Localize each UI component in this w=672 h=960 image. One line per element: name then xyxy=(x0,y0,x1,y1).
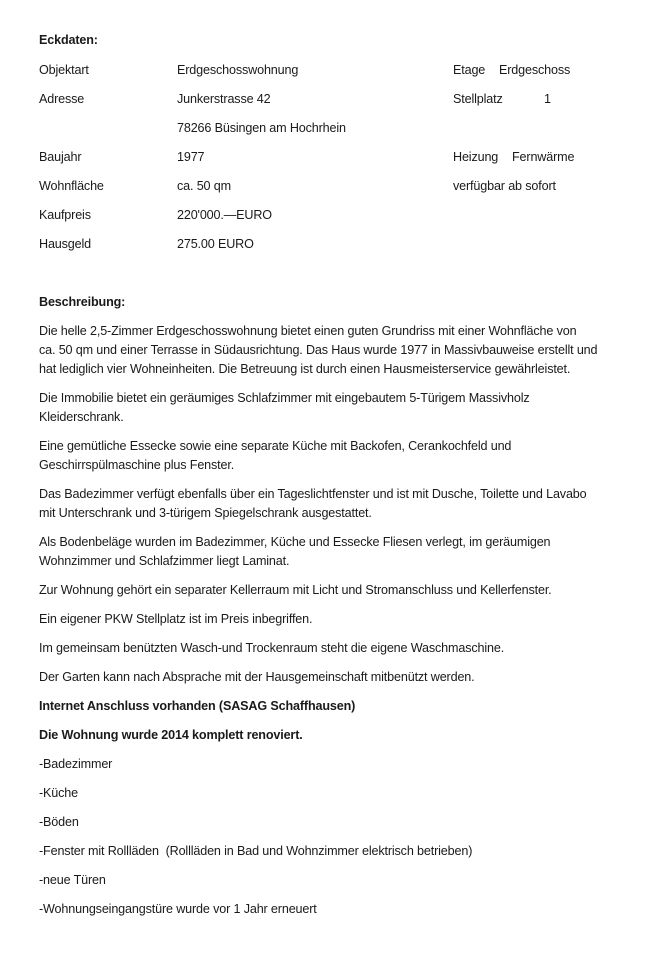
value-objektart: Erdgeschosswohnung xyxy=(177,63,299,77)
text-line: Als Bodenbeläge wurden im Badezimmer, Küche und Essecke Fliesen verlegt, im geräumigen xyxy=(39,535,551,549)
text-line: Der Garten kann nach Absprache mit der Hausgemeinschaft mitbenützt werden. xyxy=(39,670,475,684)
text-line: Kleiderschrank. xyxy=(39,410,124,424)
paragraph xyxy=(39,322,659,379)
label-stellplatz: Stellplatz xyxy=(453,92,503,106)
value-wohnflaeche: ca. 50 qm xyxy=(177,179,231,193)
renovation-note: Die Wohnung wurde 2014 komplett renoviert. xyxy=(39,728,303,742)
value-stellplatz: 1 xyxy=(544,92,551,106)
renovation-item: -Küche xyxy=(39,786,79,800)
paragraph xyxy=(39,533,659,571)
label-heizung: Heizung xyxy=(453,150,499,164)
label-objektart: Objektart xyxy=(39,63,89,77)
beschreibung-heading: Beschreibung: xyxy=(39,295,126,309)
label-baujahr: Baujahr xyxy=(39,150,82,164)
eckdaten-heading: Eckdaten: xyxy=(39,33,98,47)
label-kaufpreis: Kaufpreis xyxy=(39,208,91,222)
paragraph xyxy=(39,389,659,427)
text-line: Die Immobilie bietet ein geräumiges Schlafzimmer mit eingebautem 5-Türigem Massivholz xyxy=(39,391,530,405)
renovation-item: -neue Türen xyxy=(39,873,106,887)
value-etage: Erdgeschoss xyxy=(499,63,571,77)
text-line: Ein eigener PKW Stellplatz ist im Preis inbegriffen. xyxy=(39,612,313,626)
paragraph xyxy=(39,485,659,523)
label-adresse: Adresse xyxy=(39,92,85,106)
verfuegbarkeit: verfügbar ab sofort xyxy=(453,179,556,193)
paragraph xyxy=(39,437,659,475)
renovation-item: -Badezimmer xyxy=(39,757,113,771)
value-kaufpreis: 220'000.—EURO xyxy=(177,208,272,222)
text-line: Eine gemütliche Essecke sowie eine separate Küche mit Backofen, Cerankochfeld und xyxy=(39,439,512,453)
text-line: ca. 50 qm und einer Terrasse in Südausrichtung. Das Haus wurde 1977 in Massivbauweise erstellt und xyxy=(39,343,598,357)
text-line: Im gemeinsam benützten Wasch-und Trockenraum steht die eigene Waschmaschine. xyxy=(39,641,505,655)
renovation-item: -Wohnungseingangstüre wurde vor 1 Jahr erneuert xyxy=(39,902,317,916)
text-line: hat lediglich vier Wohneinheiten. Die Betreuung ist durch einen Hausmeisterservice gewährleistet. xyxy=(39,362,571,376)
text-line: Zur Wohnung gehört ein separater Kellerraum mit Licht und Stromanschluss und Kellerfenster. xyxy=(39,583,552,597)
renovation-item: -Böden xyxy=(39,815,79,829)
value-adresse-ort: 78266 Büsingen am Hochrhein xyxy=(177,121,346,135)
value-baujahr: 1977 xyxy=(177,150,205,164)
value-heizung: Fernwärme xyxy=(512,150,575,164)
description-body xyxy=(39,322,659,924)
label-hausgeld: Hausgeld xyxy=(39,237,92,251)
text-line: mit Unterschrank und 3-türigem Spiegelschrank ausgestattet. xyxy=(39,506,372,520)
text-line: Geschirrspülmaschine plus Fenster. xyxy=(39,458,235,472)
renovation-item: -Fenster mit Rollläden (Rollläden in Bad und Wohnzimmer elektrisch betrieben) xyxy=(39,844,473,858)
label-etage: Etage xyxy=(453,63,486,77)
text-line: Das Badezimmer verfügt ebenfalls über ein Tageslichtfenster und ist mit Dusche, Toilette und Lavabo xyxy=(39,487,587,501)
label-wohnflaeche: Wohnfläche xyxy=(39,179,104,193)
value-adresse: Junkerstrasse 42 xyxy=(177,92,271,106)
text-line: Wohnzimmer und Schlafzimmer liegt Laminat. xyxy=(39,554,290,568)
internet-note: Internet Anschluss vorhanden (SASAG Schaffhausen) xyxy=(39,699,356,713)
value-hausgeld: 275.00 EURO xyxy=(177,237,254,251)
text-line: Die helle 2,5-Zimmer Erdgeschosswohnung bietet einen guten Grundriss mit einer Wohnfläche von xyxy=(39,324,577,338)
